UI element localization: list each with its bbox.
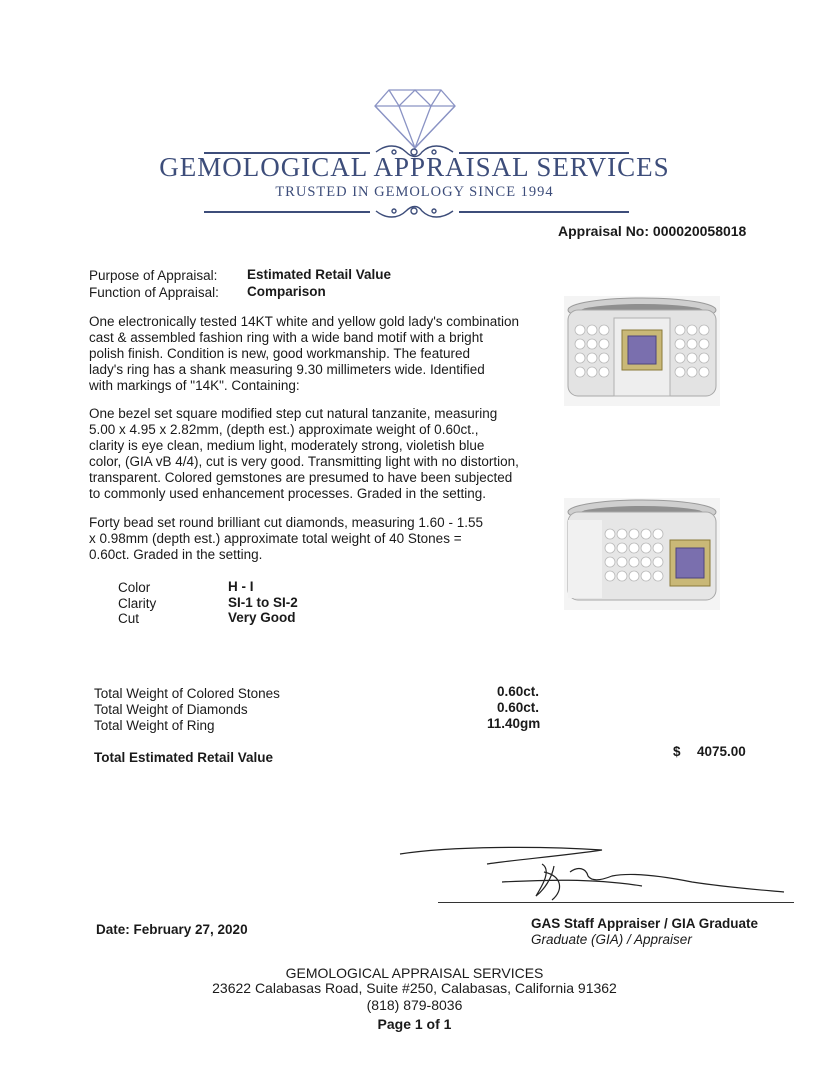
ring-description [89,314,539,394]
header-rule-bottom-right [459,211,629,213]
signature-title: GAS Staff Appraiser / GIA Graduate [531,916,759,931]
description-line: with markings of "14K". Containing: [89,378,300,393]
ring-photo-side [564,498,720,610]
function-label: Function of Appraisal: [89,285,219,300]
signature-line [438,902,794,903]
header-rule-bottom [204,211,370,213]
weight-label-colored-stones: Total Weight of Colored Stones [94,686,280,701]
grade-label-clarity: Clarity [118,596,157,611]
total-currency: $ [673,744,681,759]
grade-value-cut: Very Good [228,610,296,625]
purpose-value: Estimated Retail Value [247,267,392,282]
grade-label-color: Color [118,580,151,595]
diamond-line: Forty bead set round brilliant cut diamonds, measuring 1.60 - 1.55 [89,515,483,530]
total-value-label: Total Estimated Retail Value [94,750,274,765]
company-tagline: TRUSTED IN GEMOLOGY SINCE 1994 [275,184,554,200]
total-amount: 4075.00 [697,744,746,759]
footer-page: Page 1 of 1 [377,1016,452,1032]
description-line: One electronically tested 14KT white and yellow gold lady's combination [89,314,520,329]
description-line: cast & assembled fashion ring with a wide band motif with a bright [89,330,483,345]
diamond-line: x 0.98mm (depth est.) approximate total weight of 40 Stones = [89,531,462,546]
weight-label-ring: Total Weight of Ring [94,718,215,733]
weight-label-diamonds: Total Weight of Diamonds [94,702,248,717]
tanzanite-line: 5.00 x 4.95 x 2.82mm, (depth est.) approximate weight of 0.60ct., [89,422,479,437]
appraisal-date: Date: February 27, 2020 [96,922,248,937]
diamond-icon [373,88,457,150]
tanzanite-description [89,406,539,502]
weight-value-ring: 11.40gm [487,716,541,731]
diamond-description [89,515,539,563]
signature-subtitle: Graduate (GIA) / Appraiser [531,932,692,947]
footer-address: 23622 Calabasas Road, Suite #250, Calabasas, California 91362 [212,980,617,996]
footer-company: GEMOLOGICAL APPRAISAL SERVICES [285,965,544,981]
tanzanite-line: clarity is eye clean, medium light, moderately strong, violetish blue [89,438,485,453]
company-name: GEMOLOGICAL APPRAISAL SERVICES [159,152,670,182]
grade-label-cut: Cut [118,611,140,626]
description-line: lady's ring has a shank measuring 9.30 millimeters wide. Identified [89,362,485,377]
purpose-label: Purpose of Appraisal: [89,268,218,283]
header-ornament-bottom [372,202,457,220]
diamond-line: 0.60ct. Graded in the setting. [89,547,263,562]
tanzanite-line: to commonly used enhancement processes. Graded in the setting. [89,486,486,501]
appraisal-number: Appraisal No: 000020058018 [558,223,747,239]
tanzanite-line: color, (GIA vB 4/4), cut is very good. Transmitting light with no distortion, [89,454,519,469]
grade-value-clarity: SI-1 to SI-2 [228,595,298,610]
weight-value-colored-stones: 0.60ct. [497,684,540,699]
footer-phone: (818) 879-8036 [366,997,463,1013]
description-line: polish finish. Condition is new, good workmanship. The featured [89,346,470,361]
function-value: Comparison [247,284,326,299]
ring-photo-front [564,296,720,406]
tanzanite-line: transparent. Colored gemstones are presumed to have been subjected [89,470,513,485]
tanzanite-line: One bezel set square modified step cut natural tanzanite, measuring [89,406,498,421]
weight-value-diamonds: 0.60ct. [497,700,540,715]
grade-value-color: H - I [228,579,254,594]
